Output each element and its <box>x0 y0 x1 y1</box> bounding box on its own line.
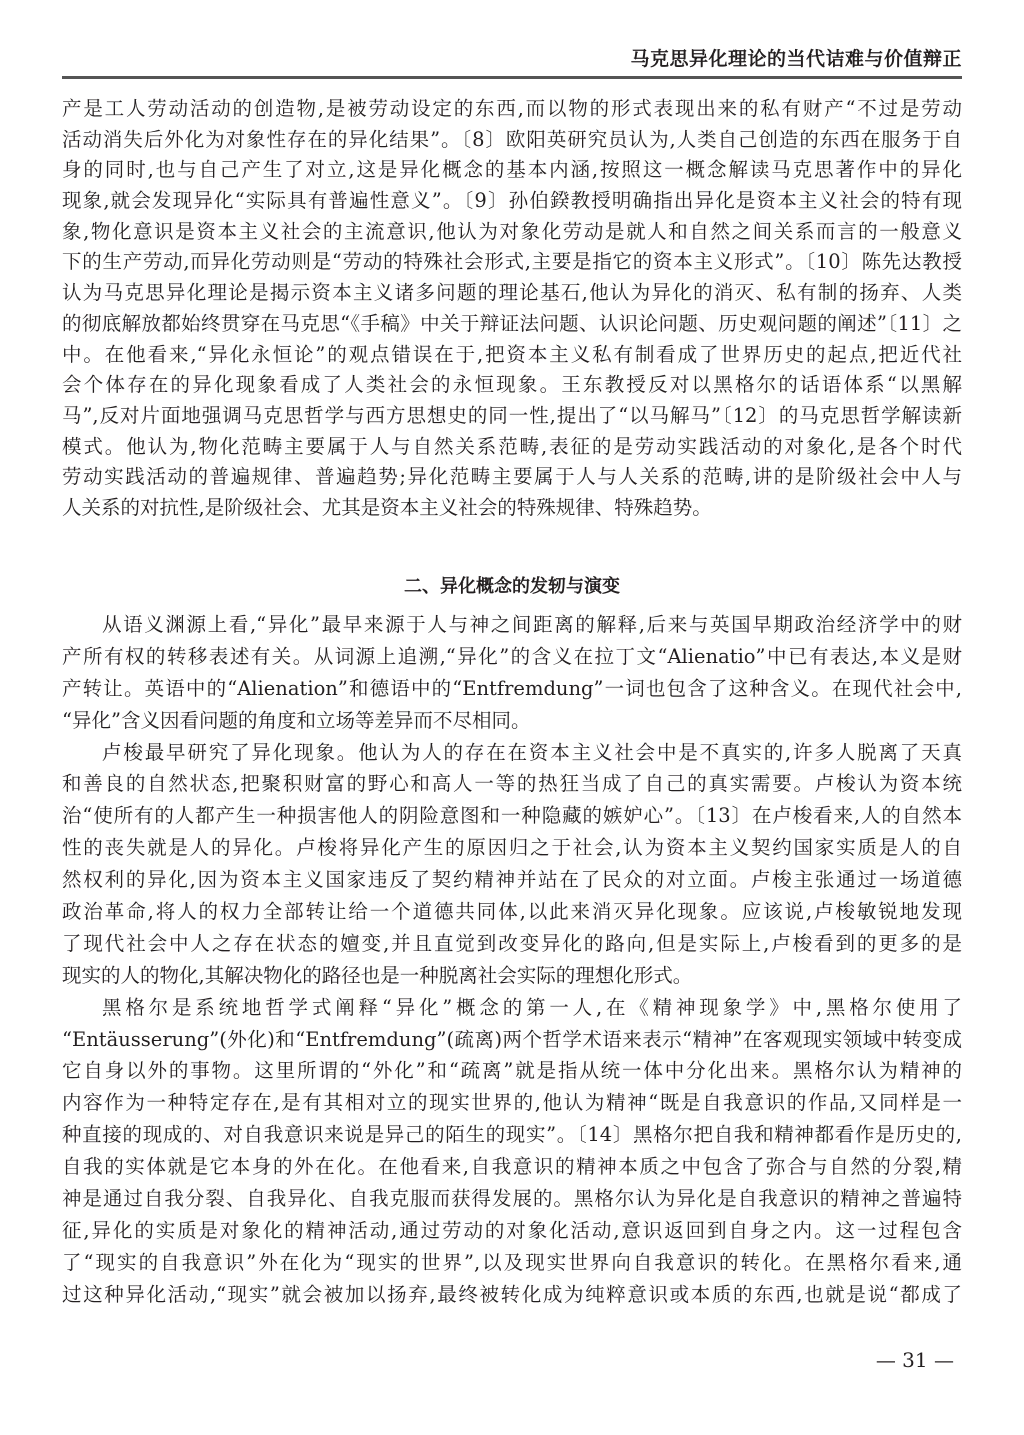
text-line: 中。在他看来,“异化永恒论”的观点错误在于,把资本主义私有制看成了世界历史的起点,把近代社 <box>62 342 962 366</box>
text-line: 的彻底解放都始终贯穿在马克思“《手稿》中关于辩证法问题、认识论问题、历史观问题的阐述”〔11〕之 <box>62 311 962 335</box>
text-line: 它自身以外的事物。这里所谓的“外化”和“疏离”就是指从统一体中分化出来。黑格尔认为精神的 <box>62 1059 962 1083</box>
paragraph <box>62 737 962 992</box>
text-line: 现实的人的物化,其解决物化的路径也是一种脱离社会实际的理想化形式。 <box>62 963 693 987</box>
text-line: 活动消失后外化为对象性存在的异化结果”。〔8〕欧阳英研究员认为,人类自己创造的东西在服务于自 <box>62 127 962 151</box>
text-line: 性的丧失就是人的异化。卢梭将异化产生的原因归之于社会,认为资本主义契约国家实质是人的自 <box>62 836 962 860</box>
running-header <box>62 40 962 79</box>
text-line: 产所有权的转移表述有关。从词源上追溯,“异化”的含义在拉丁文“Alienatio”中已有表达,本义是财 <box>62 644 962 668</box>
text-line: 身的同时,也与自己产生了对立,这是异化概念的基本内涵,按照这一概念解读马克思著作中的异化 <box>62 158 962 182</box>
paragraph <box>62 992 962 1311</box>
paragraph-1 <box>62 94 962 524</box>
text-line: 过这种异化活动,“现实”就会被加以扬弃,最终被转化成为纯粹意识或本质的东西,也就是说“都成了 <box>62 1282 962 1306</box>
text-line: 了“现实的自我意识”外在化为“现实的世界”,以及现实世界向自我意识的转化。在黑格尔看来,通 <box>62 1250 962 1274</box>
text-line: 神是通过自我分裂、自我异化、自我克服而获得发展的。黑格尔认为异化是自我意识的精神之普遍特 <box>62 1187 962 1211</box>
text-line: 劳动实践活动的普遍规律、普遍趋势;异化范畴主要属于人与人关系的范畴,讲的是阶级社会中人与 <box>62 465 962 489</box>
paragraph <box>62 609 962 737</box>
text-line: 自我的实体就是它本身的外在化。在他看来,自我意识的精神本质之中包含了弥合与自然的分裂,精 <box>62 1155 962 1179</box>
journal-article-title: 马克思异化理论的当代诘难与价值辩正 <box>630 48 962 70</box>
text-line: 卢梭最早研究了异化现象。他认为人的存在在资本主义社会中是不真实的,许多人脱离了天真 <box>102 740 962 764</box>
text-line: 种直接的现成的、对自我意识来说是异己的陌生的现实”。〔14〕黑格尔把自我和精神都看作是历史的, <box>62 1123 962 1147</box>
text-line: 然权利的异化,因为资本主义国家违反了契约精神并站在了民众的对立面。卢梭主张通过一场道德 <box>62 868 962 892</box>
text-line: 现象,就会发现异化“实际具有普遍性意义”。〔9〕孙伯鍨教授明确指出异化是资本主义社会的特有现 <box>62 189 962 213</box>
text-line: 模式。他认为,物化范畴主要属于人与自然关系范畴,表征的是劳动实践活动的对象化,是各个时代 <box>62 434 962 458</box>
text-line: 内容作为一种特定存在,是有其相对立的现实世界的,他认为精神“既是自我意识的作品,又同样是一 <box>62 1091 962 1115</box>
section-body <box>62 609 962 1311</box>
text-line: 产是工人劳动活动的创造物,是被劳动设定的东西,而以物的形式表现出来的私有财产“不过是劳动 <box>62 97 962 120</box>
text-line: 和善良的自然状态,把聚积财富的野心和高人一等的热狂当成了自己的真实需要。卢梭认为资本统 <box>62 772 962 796</box>
text-line: 人关系的对抗性,是阶级社会、尤其是资本主义社会的特殊规律、特殊趋势。 <box>62 495 712 519</box>
text-line: 了现代社会中人之存在状态的嬗变,并且直觉到改变异化的路向,但是实际上,卢梭看到的更多的是 <box>62 931 962 955</box>
text-line: 产转让。英语中的“Alienation”和德语中的“Entfremdung”一词也包含了这种含义。在现代社会中, <box>62 676 962 700</box>
text-line: 黑格尔是系统地哲学式阐释“异化”概念的第一人,在《精神现象学》中,黑格尔使用了 <box>102 995 962 1019</box>
text-line: 政治革命,将人的权力全部转让给一个道德共同体,以此来消灭异化现象。应该说,卢梭敏锐地发现 <box>62 900 962 924</box>
section-heading: 二、异化概念的发轫与演变 <box>404 576 620 597</box>
text-line: 下的生产劳动,而异化劳动则是“劳动的特殊社会形式,主要是指它的资本主义形式”。〔10〕陈先达教授 <box>62 250 962 274</box>
text-line: 认为马克思异化理论是揭示资本主义诸多问题的理论基石,他认为异化的消灭、私有制的扬弃、人类 <box>62 281 962 305</box>
text-line: “Entäusserung”(外化)和“Entfremdung”(疏离)两个哲学术语来表示“精神”在客观现实领域中转变成 <box>62 1027 962 1051</box>
text-line: “异化”含义因看问题的角度和立场等差异而不尽相同。 <box>62 708 531 732</box>
page-number: — 31 — <box>875 1348 954 1372</box>
text-line: 会个体存在的异化现象看成了人类社会的永恒现象。王东教授反对以黑格尔的话语体系“以黑解 <box>62 373 962 397</box>
text-line: 治“使所有的人都产生一种损害他人的阴险意图和一种隐藏的嫉妒心”。〔13〕在卢梭看来,人的自然本 <box>62 804 962 828</box>
text-line: 征,异化的实质是对象化的精神活动,通过劳动的对象化活动,意识返回到自身之内。这一过程包含 <box>62 1218 962 1242</box>
text-line: 象,物化意识是资本主义社会的主流意识,他认为对象化劳动是就人和自然之间关系而言的一般意义 <box>62 219 962 243</box>
text-line: 从语义渊源上看,“异化”最早来源于人与神之间距离的解释,后来与英国早期政治经济学中的财 <box>102 613 962 636</box>
text-line: 马”,反对片面地强调马克思哲学与西方思想史的同一性,提出了“以马解马”〔12〕的马克思哲学解读新 <box>62 403 962 427</box>
